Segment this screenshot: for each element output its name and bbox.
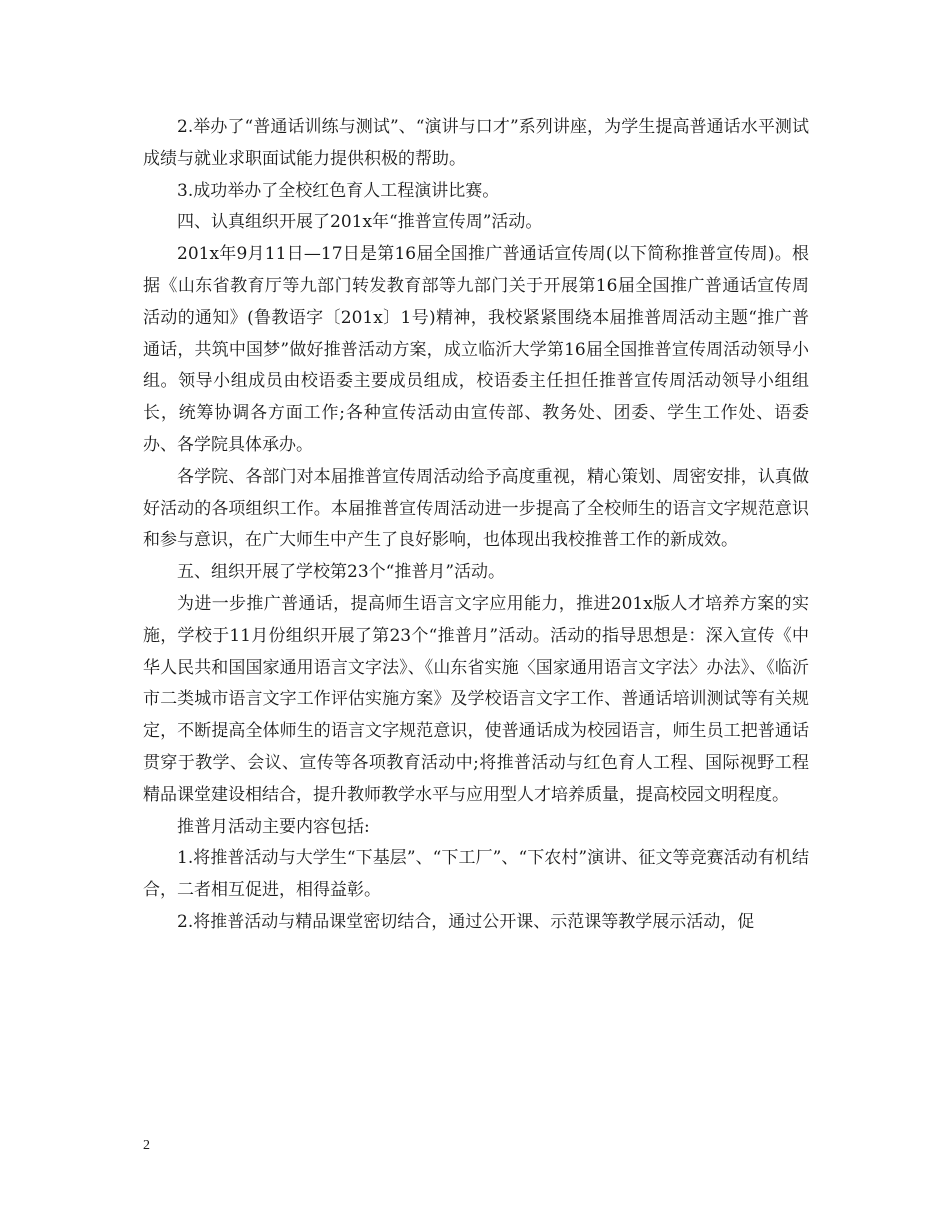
paragraph-main-contents-intro: 推普月活动主要内容包括: — [177, 816, 370, 837]
paragraph-promotion-week-details: 201x年9月11日—17日是第16届全国推广普通话宣传周(以下简称推普宣传周)。根据《山东省教育厅等九部门转发教育部等九部门关于开展第16届全国推广普通话宣传周活动的通知》(鲁教语字〔201x〕1号)精神，我校紧紧围绕本届推普周活动主题“推广普通话，共筑中国梦”做好推普活动方案，成立临沂大学第16届全国推普宣传周活动领导小组。领导小组成员由校语委主要成员组成，校语委主任担任推普宣传周活动领导小组组长，统筹协调各方面工作;各种宣传活动由宣传部、教务处、团委、学生工作处、语委办、各学院具体承办。 — [143, 244, 809, 455]
paragraph-speech-contest: 3.成功举办了全校红色育人工程演讲比赛。 — [177, 180, 500, 201]
heading-promotion-week: 四、认真组织开展了201x年“推普宣传周”活动。 — [177, 212, 543, 233]
heading-promotion-month: 五、组织开展了学校第23个“推普月”活动。 — [177, 562, 506, 583]
paragraph-item-1: 1.将推普活动与大学生“下基层”、“下工厂”、“下农村”演讲、征文等竞赛活动有机结合，二者相互促进，相得益彰。 — [143, 848, 809, 901]
document-body — [143, 112, 809, 939]
paragraph-item-2: 2.将推普活动与精品课堂密切结合，通过公开课、示范课等教学展示活动，促 — [177, 911, 755, 932]
paragraph-lecture-series: 2.举办了“普通话训练与测试”、“演讲与口才”系列讲座，为学生提高普通话水平测试成绩与就业求职面试能力提供积极的帮助。 — [143, 117, 809, 169]
paragraph-promotion-month-details: 为进一步推广普通话，提高师生语言文字应用能力，推进201x版人才培养方案的实施，学校于11月份组织开展了第23个“推普月”活动。活动的指导思想是：深入宣传《中华人民共和国国家通用语言文字法》、《山东省实施〈国家通用语言文字法〉办法》、《临沂市二类城市语言文字工作评估实施方案》及学校语言文字工作、普通话培训测试等有关规定，不断提高全体师生的语言文字规范意识，使普通话成为校园语言，师生员工把普通话贯穿于教学、会议、宣传等各项教育活动中;将推普活动与红色育人工程、国际视野工程精品课堂建设相结合，提升教师教学水平与应用型人才培养质量，提高校园文明程度。 — [143, 593, 809, 805]
page-number: 2 — [143, 1138, 150, 1153]
paragraph-promotion-week-results: 各学院、各部门对本届推普宣传周活动给予高度重视，精心策划、周密安排，认真做好活动的各项组织工作。本届推普宣传周活动进一步提高了全校师生的语言文字规范意识和参与意识，在广大师生中产生了良好影响，也体现出我校推普工作的新成效。 — [143, 466, 809, 551]
